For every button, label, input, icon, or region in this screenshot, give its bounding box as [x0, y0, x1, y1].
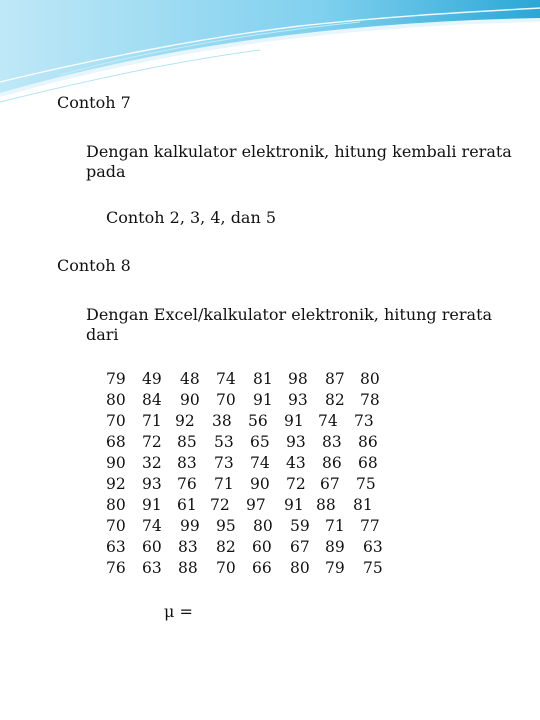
- table-cell: 87: [325, 370, 345, 388]
- table-cell: 92: [106, 475, 126, 493]
- table-cell: 83: [178, 538, 198, 556]
- table-row: [0, 370, 540, 391]
- table-cell: 84: [142, 391, 162, 409]
- mean-label: μ =: [164, 602, 193, 621]
- table-cell: 83: [177, 454, 197, 472]
- table-cell: 65: [250, 433, 270, 451]
- table-cell: 43: [286, 454, 306, 472]
- table-cell: 68: [106, 433, 126, 451]
- table-cell: 74: [216, 370, 236, 388]
- contoh-8-title: Contoh 8: [57, 256, 131, 275]
- table-cell: 90: [250, 475, 270, 493]
- table-row: [0, 517, 540, 538]
- table-row: [0, 496, 540, 517]
- table-cell: 63: [363, 538, 383, 556]
- table-row: [0, 559, 540, 580]
- table-cell: 91: [142, 496, 162, 514]
- table-cell: 99: [180, 517, 200, 535]
- table-cell: 77: [360, 517, 380, 535]
- table-cell: 88: [178, 559, 198, 577]
- table-cell: 60: [252, 538, 272, 556]
- table-cell: 70: [216, 559, 236, 577]
- table-cell: 75: [356, 475, 376, 493]
- table-cell: 91: [284, 496, 304, 514]
- table-cell: 72: [210, 496, 230, 514]
- table-row: [0, 538, 540, 559]
- table-row: [0, 391, 540, 412]
- table-cell: 56: [248, 412, 268, 430]
- table-cell: 91: [284, 412, 304, 430]
- table-cell: 79: [106, 370, 126, 388]
- table-cell: 90: [106, 454, 126, 472]
- table-cell: 70: [106, 412, 126, 430]
- table-cell: 67: [320, 475, 340, 493]
- table-cell: 53: [214, 433, 234, 451]
- table-cell: 80: [106, 496, 126, 514]
- table-cell: 72: [286, 475, 306, 493]
- contoh-7-title: Contoh 7: [57, 93, 131, 112]
- table-cell: 63: [142, 559, 162, 577]
- contoh-8-instruction: Dengan Excel/kalkulator elektronik, hitung rerata dari: [86, 305, 493, 344]
- table-cell: 93: [288, 391, 308, 409]
- table-cell: 67: [290, 538, 310, 556]
- table-cell: 73: [354, 412, 374, 430]
- table-cell: 70: [106, 517, 126, 535]
- table-cell: 74: [250, 454, 270, 472]
- table-cell: 83: [322, 433, 342, 451]
- table-cell: 71: [142, 412, 162, 430]
- table-cell: 72: [142, 433, 162, 451]
- table-cell: 80: [290, 559, 310, 577]
- table-cell: 48: [180, 370, 200, 388]
- table-cell: 85: [177, 433, 197, 451]
- table-cell: 80: [360, 370, 380, 388]
- table-cell: 89: [325, 538, 345, 556]
- table-cell: 66: [252, 559, 272, 577]
- table-cell: 70: [216, 391, 236, 409]
- table-cell: 71: [325, 517, 345, 535]
- table-cell: 92: [175, 412, 195, 430]
- table-cell: 97: [246, 496, 266, 514]
- table-cell: 73: [214, 454, 234, 472]
- table-cell: 82: [216, 538, 236, 556]
- table-row: [0, 454, 540, 475]
- table-cell: 98: [288, 370, 308, 388]
- table-cell: 78: [360, 391, 380, 409]
- table-cell: 76: [177, 475, 197, 493]
- table-cell: 88: [316, 496, 336, 514]
- contoh-7-instruction: Dengan kalkulator elektronik, hitung kembali rerata pada: [86, 142, 512, 181]
- table-cell: 82: [325, 391, 345, 409]
- table-cell: 91: [253, 391, 273, 409]
- table-row: [0, 412, 540, 433]
- table-cell: 71: [214, 475, 234, 493]
- table-cell: 86: [358, 433, 378, 451]
- table-cell: 81: [253, 370, 273, 388]
- table-cell: 80: [106, 391, 126, 409]
- table-cell: 80: [253, 517, 273, 535]
- table-cell: 68: [358, 454, 378, 472]
- table-cell: 49: [142, 370, 162, 388]
- table-cell: 32: [142, 454, 162, 472]
- table-row: [0, 475, 540, 496]
- table-cell: 81: [353, 496, 373, 514]
- contoh-7-reference: Contoh 2, 3, 4, dan 5: [106, 208, 277, 227]
- table-cell: 76: [106, 559, 126, 577]
- table-cell: 95: [216, 517, 236, 535]
- table-cell: 59: [290, 517, 310, 535]
- table-cell: 61: [177, 496, 197, 514]
- table-cell: 79: [325, 559, 345, 577]
- table-cell: 74: [318, 412, 338, 430]
- table-cell: 93: [286, 433, 306, 451]
- table-cell: 38: [212, 412, 232, 430]
- table-cell: 93: [142, 475, 162, 493]
- table-row: [0, 433, 540, 454]
- table-cell: 60: [142, 538, 162, 556]
- table-cell: 74: [142, 517, 162, 535]
- table-cell: 75: [363, 559, 383, 577]
- table-cell: 63: [106, 538, 126, 556]
- table-cell: 90: [180, 391, 200, 409]
- table-cell: 86: [322, 454, 342, 472]
